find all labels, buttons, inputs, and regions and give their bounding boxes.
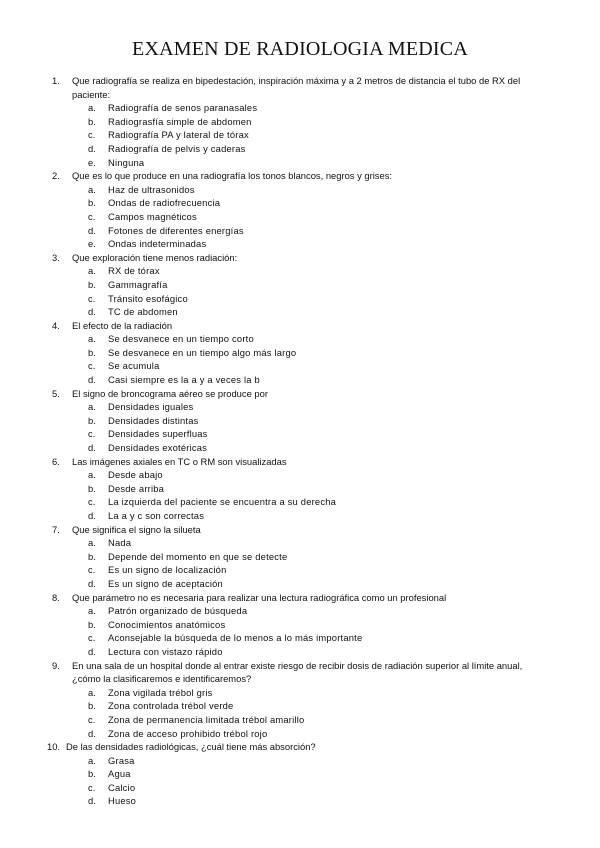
option-text: Depende del momento en que se detecte bbox=[108, 550, 288, 562]
answer-option bbox=[0, 183, 600, 197]
option-letter: d. bbox=[88, 306, 96, 318]
option-letter: b. bbox=[88, 768, 96, 780]
answer-option bbox=[0, 210, 600, 224]
option-letter: d. bbox=[88, 142, 96, 154]
option-letter: d. bbox=[88, 442, 96, 454]
option-list bbox=[0, 604, 600, 658]
option-text: Radiografía PA y lateral de tórax bbox=[108, 129, 249, 141]
question-text: El efecto de la radiación bbox=[72, 319, 173, 331]
answer-option bbox=[0, 794, 600, 808]
option-letter: b. bbox=[88, 414, 96, 426]
option-list bbox=[0, 101, 600, 169]
option-letter: a. bbox=[88, 537, 96, 549]
question-row bbox=[0, 740, 600, 754]
option-text: Radiografía de senos paranasales bbox=[108, 102, 258, 114]
question-item bbox=[0, 74, 600, 169]
question-item bbox=[0, 251, 600, 319]
option-letter: c. bbox=[88, 781, 96, 793]
question-text: Que exploración tiene menos radiación: bbox=[72, 251, 238, 263]
question-item bbox=[0, 387, 600, 455]
option-letter: c. bbox=[88, 428, 96, 440]
option-text: RX de tórax bbox=[108, 265, 160, 277]
option-text: Se desvanece en un tiempo algo más largo bbox=[108, 346, 297, 358]
question-item bbox=[0, 659, 600, 741]
answer-option bbox=[0, 618, 600, 632]
option-letter: b. bbox=[88, 197, 96, 209]
question-item bbox=[0, 319, 600, 387]
answer-option bbox=[0, 400, 600, 414]
option-text: Calcio bbox=[108, 781, 136, 793]
answer-option bbox=[0, 224, 600, 238]
option-text: Ninguna bbox=[108, 156, 145, 168]
option-text: Zona de acceso prohibido trébol rojo bbox=[108, 727, 268, 739]
question-text: Que significa el signo la silueta bbox=[72, 523, 201, 535]
option-text: Agua bbox=[108, 768, 131, 780]
answer-option bbox=[0, 495, 600, 509]
question-item bbox=[0, 523, 600, 591]
option-text: Zona controlada trébol verde bbox=[108, 700, 234, 712]
option-text: Campos magnéticos bbox=[108, 210, 197, 222]
option-list bbox=[0, 264, 600, 318]
option-list bbox=[0, 686, 600, 740]
question-item bbox=[0, 740, 600, 808]
question-row bbox=[0, 169, 600, 183]
option-letter: c. bbox=[88, 292, 96, 304]
option-text: Aconsejable la búsqueda de lo menos a lo más importante bbox=[108, 632, 363, 644]
option-text: Ondas indeterminadas bbox=[108, 238, 207, 250]
option-letter: c. bbox=[88, 713, 96, 725]
answer-option bbox=[0, 604, 600, 618]
question-number: 6. bbox=[52, 455, 60, 467]
answer-option bbox=[0, 142, 600, 156]
answer-option bbox=[0, 699, 600, 713]
option-letter: a. bbox=[88, 265, 96, 277]
option-letter: b. bbox=[88, 550, 96, 562]
answer-option bbox=[0, 128, 600, 142]
option-text: Lectura con vistazo rápido bbox=[108, 645, 223, 657]
question-item bbox=[0, 591, 600, 659]
option-text: Hueso bbox=[108, 795, 137, 807]
option-text: Patrón organizado de búsqueda bbox=[108, 605, 248, 617]
answer-option bbox=[0, 441, 600, 455]
answer-option bbox=[0, 332, 600, 346]
question-text: De las densidades radiológicas, ¿cuál tiene más absorción? bbox=[66, 741, 316, 753]
answer-option bbox=[0, 305, 600, 319]
answer-option bbox=[0, 577, 600, 591]
answer-option bbox=[0, 414, 600, 428]
question-text: El signo de broncograma aéreo se produce por bbox=[72, 387, 268, 399]
question-row bbox=[0, 319, 600, 333]
answer-option bbox=[0, 754, 600, 768]
question-text: En una sala de un hospital donde al entrar existe riesgo de recibir dosis de radiación superior al límite anual, ¿cómo la clasificaremos e identificaremos? bbox=[72, 659, 523, 685]
answer-option bbox=[0, 727, 600, 741]
option-letter: c. bbox=[88, 210, 96, 222]
option-letter: b. bbox=[88, 278, 96, 290]
answer-option bbox=[0, 686, 600, 700]
option-letter: d. bbox=[88, 727, 96, 739]
question-row bbox=[0, 455, 600, 469]
option-letter: a. bbox=[88, 605, 96, 617]
question-number: 8. bbox=[52, 591, 60, 603]
option-letter: a. bbox=[88, 401, 96, 413]
question-row bbox=[0, 591, 600, 605]
question-item bbox=[0, 455, 600, 523]
option-letter: e. bbox=[88, 156, 96, 168]
answer-option bbox=[0, 264, 600, 278]
question-list bbox=[0, 74, 600, 808]
option-letter: e. bbox=[88, 238, 96, 250]
question-text: Que es lo que produce en una radiografía los tonos blancos, negros y grises: bbox=[72, 170, 392, 182]
option-text: La a y c son correctas bbox=[108, 510, 205, 521]
option-text: TC de abdomen bbox=[108, 306, 178, 318]
option-letter: d. bbox=[88, 510, 96, 521]
option-text: Densidades iguales bbox=[108, 401, 194, 413]
option-text: Densidades distintas bbox=[108, 414, 199, 426]
option-letter: a. bbox=[88, 686, 96, 698]
option-letter: c. bbox=[88, 129, 96, 141]
option-letter: b. bbox=[88, 346, 96, 358]
option-text: Conocimientos anatómicos bbox=[108, 618, 226, 630]
answer-option bbox=[0, 713, 600, 727]
answer-option bbox=[0, 156, 600, 170]
question-row bbox=[0, 659, 600, 686]
option-letter: d. bbox=[88, 374, 96, 386]
option-text: Desde abajo bbox=[108, 469, 163, 481]
answer-option bbox=[0, 101, 600, 115]
answer-option bbox=[0, 509, 600, 523]
answer-option bbox=[0, 563, 600, 577]
answer-option bbox=[0, 781, 600, 795]
option-text: Zona vigilada trébol gris bbox=[108, 686, 213, 698]
option-list bbox=[0, 754, 600, 808]
answer-option bbox=[0, 645, 600, 659]
answer-option bbox=[0, 359, 600, 373]
answer-option bbox=[0, 196, 600, 210]
answer-option bbox=[0, 292, 600, 306]
option-letter: b. bbox=[88, 618, 96, 630]
option-text: Tránsito esofágico bbox=[108, 292, 188, 304]
option-letter: b. bbox=[88, 482, 96, 494]
option-text: Es un signo de aceptación bbox=[108, 577, 223, 589]
question-number: 9. bbox=[52, 659, 60, 671]
answer-option bbox=[0, 115, 600, 129]
answer-option bbox=[0, 373, 600, 387]
question-row bbox=[0, 387, 600, 401]
question-text: Que radiografía se realiza en bipedestación, inspiración máxima y a 2 metros de distancia el tubo de RX del paciente: bbox=[72, 75, 521, 100]
question-row bbox=[0, 251, 600, 265]
option-text: Zona de permanencia limitada trébol amarillo bbox=[108, 713, 305, 725]
option-text: Radiografía de pelvis y caderas bbox=[108, 142, 246, 154]
option-text: Nada bbox=[108, 537, 132, 549]
option-letter: d. bbox=[88, 577, 96, 589]
question-number: 5. bbox=[52, 387, 60, 399]
option-letter: a. bbox=[88, 469, 96, 481]
option-letter: a. bbox=[88, 333, 96, 345]
option-text: Se desvanece en un tiempo corto bbox=[108, 333, 254, 345]
option-text: Se acumula bbox=[108, 360, 160, 372]
option-text: Radiograsfía simple de abdomen bbox=[108, 115, 252, 127]
option-letter: a. bbox=[88, 183, 96, 195]
question-row bbox=[0, 74, 600, 101]
option-letter: b. bbox=[88, 115, 96, 127]
question-row bbox=[0, 523, 600, 537]
option-letter: d. bbox=[88, 795, 96, 807]
option-letter: d. bbox=[88, 645, 96, 657]
answer-option bbox=[0, 536, 600, 550]
option-text: Grasa bbox=[108, 754, 135, 766]
option-list bbox=[0, 536, 600, 590]
option-letter: c. bbox=[88, 632, 96, 644]
option-list bbox=[0, 183, 600, 251]
answer-option bbox=[0, 237, 600, 251]
option-letter: c. bbox=[88, 496, 96, 508]
question-number: 3. bbox=[52, 251, 60, 263]
answer-option bbox=[0, 346, 600, 360]
question-number: 1. bbox=[52, 75, 60, 86]
question-number: 4. bbox=[52, 319, 60, 331]
answer-option bbox=[0, 631, 600, 645]
option-list bbox=[0, 468, 600, 522]
option-text: Densidades exotéricas bbox=[108, 442, 208, 454]
option-letter: c. bbox=[88, 360, 96, 372]
option-list bbox=[0, 332, 600, 386]
page-title: EXAMEN DE RADIOLOGIA MEDICA bbox=[132, 38, 468, 60]
option-text: Desde arriba bbox=[108, 482, 165, 494]
answer-option bbox=[0, 767, 600, 781]
question-text: Que parámetro no es necesaria para realizar una lectura radiográfica como un profesional bbox=[72, 591, 447, 603]
question-text: Las imágenes axiales en TC o RM son visualizadas bbox=[72, 455, 287, 467]
option-text: Casi siempre es la a y a veces la b bbox=[108, 374, 260, 386]
option-text: Haz de ultrasonidos bbox=[108, 183, 195, 195]
option-text: La izquierda del paciente se encuentra a su derecha bbox=[108, 496, 337, 508]
option-letter: c. bbox=[88, 564, 96, 576]
option-text: Fotones de diferentes energías bbox=[108, 224, 244, 236]
option-letter: d. bbox=[88, 224, 96, 236]
option-letter: a. bbox=[88, 754, 96, 766]
option-text: Densidades superfluas bbox=[108, 428, 208, 440]
answer-option bbox=[0, 427, 600, 441]
option-text: Es un signo de localización bbox=[108, 564, 227, 576]
answer-option bbox=[0, 468, 600, 482]
question-number: 10. bbox=[47, 741, 61, 753]
answer-option bbox=[0, 278, 600, 292]
question-number: 7. bbox=[52, 523, 60, 535]
option-letter: a. bbox=[88, 102, 96, 114]
answer-option bbox=[0, 482, 600, 496]
answer-option bbox=[0, 550, 600, 564]
question-item bbox=[0, 169, 600, 251]
option-list bbox=[0, 400, 600, 454]
option-text: Ondas de radiofrecuencia bbox=[108, 197, 221, 209]
question-number: 2. bbox=[52, 170, 60, 182]
option-letter: b. bbox=[88, 700, 96, 712]
option-text: Gammagrafía bbox=[108, 278, 168, 290]
